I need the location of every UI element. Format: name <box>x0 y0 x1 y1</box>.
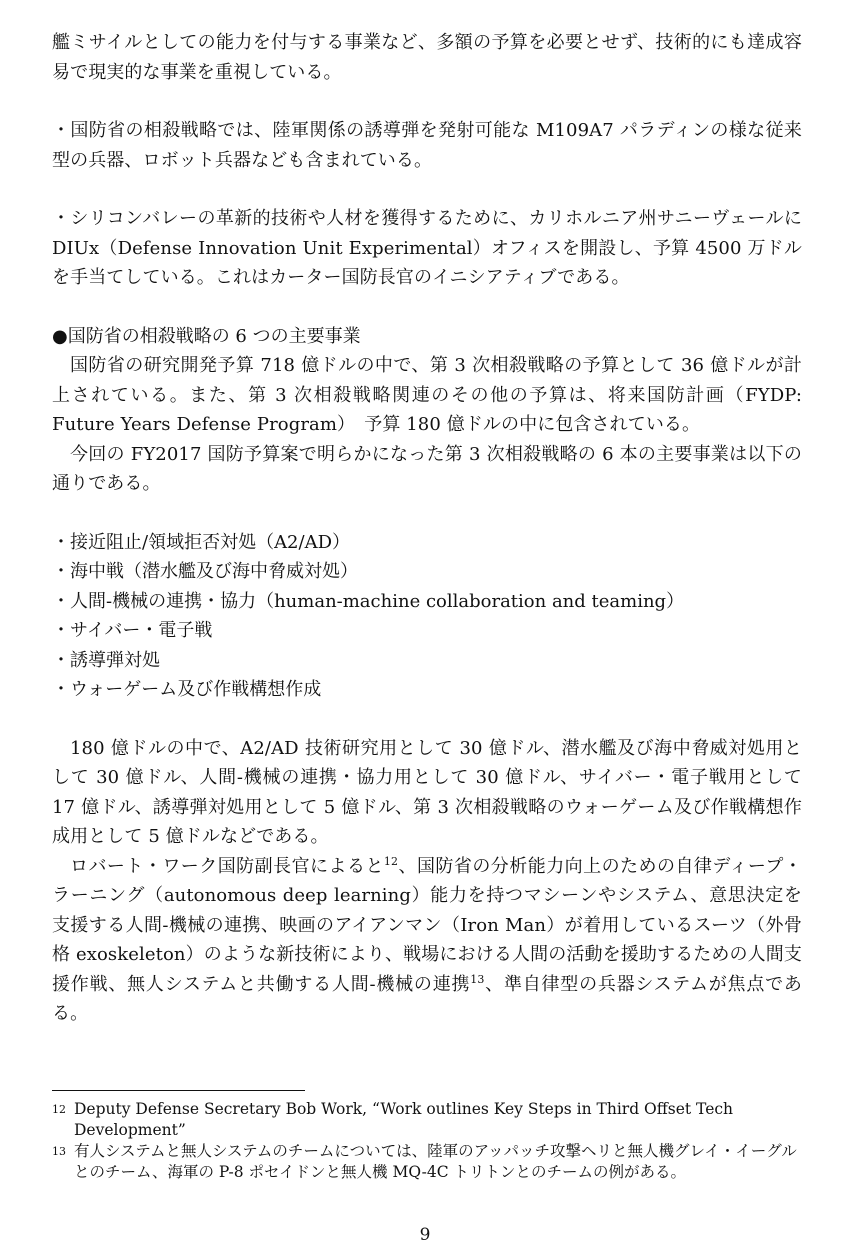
paragraph-1: 艦ミサイルとしての能力を付与する事業など、多額の予算を必要とせず、技術的にも達成容易で現実的な事業を重視している。 <box>52 32 802 83</box>
footnote-divider <box>52 1090 305 1091</box>
document-body <box>52 28 802 1029</box>
paragraph-text: 、国防省の分析能力向上のための自律ディープ・ラーニング（autonomous deep learning）能力を持つマシーンやシステム、意思決定を支援する人間-機械の連携、映画のアイアンマン（Iron Man）が着用しているスーツ（外骨格 exoskeleton）のような新技術により、戦場における人間の活動を援助するための人間支援作戦、無人システムと共働する人間-機械の連携 <box>52 855 802 995</box>
section-paragraph-4 <box>52 852 802 1029</box>
list-item: ・海中戦（潜水艦及び海中脅威対処） <box>52 561 358 582</box>
page-number: 9 <box>419 1225 431 1245</box>
footnote-text: 有人システムと無人システムのチームについては、陸軍のアッパッチ攻撃ヘリと無人機グレイ・イーグルとのチーム、海軍の P-8 ポセイドンと無人機 MQ-4C トリトンとのチームの例がある。 <box>74 1142 797 1181</box>
paragraph-3: ・シリコンバレーの革新的技術や人材を獲得するために、カリホルニア州サニーヴェールに DIUx（Defense Innovation Unit Experimental）オフィスを開設し、予算 4500 万ドルを手当てしている。これはカーター国防長官のイニシアティブである。 <box>52 208 802 288</box>
footnote-ref[interactable]: 13 <box>470 972 485 986</box>
section-paragraph-2: 今回の FY2017 国防予算案で明らかになった第 3 次相殺戦略の 6 本の主要事業は以下の通りである。 <box>52 443 802 494</box>
list-item: ・サイバー・電子戦 <box>52 620 213 641</box>
footnote-13 <box>52 1141 802 1183</box>
list-item: ・接近阻止/領域拒否対処（A2/AD） <box>52 531 351 553</box>
footnote-number: 12 <box>52 1103 66 1116</box>
main-projects-list <box>52 528 802 705</box>
section-paragraph-3: 180 億ドルの中で、A2/AD 技術研究用として 30 億ドル、潜水艦及び海中脅威対処用として 30 億ドル、人間-機械の連携・協力用として 30 億ドル、サイバー・電子戦用として 17 億ドル、誘導弾対処用として 5 億ドル、第 3 次相殺戦略のウォーゲーム及び作戦構想作成用として 5 億ドルなどである。 <box>52 737 802 847</box>
footnotes <box>52 1099 802 1183</box>
paragraph-2: ・国防省の相殺戦略では、陸軍関係の誘導弾を発射可能な M109A7 パラディンの様な従来型の兵器、ロボット兵器なども含まれている。 <box>52 120 802 171</box>
footnote-number: 13 <box>52 1145 66 1158</box>
section-paragraph-1: 国防省の研究開発予算 718 億ドルの中で、第 3 次相殺戦略の予算として 36 億ドルが計上されている。また、第 3 次相殺戦略関連のその他の予算は、将来国防計画（FYDP: Future Years Defense Program） 予算 180 億ドルの中に包含されている。 <box>52 355 802 435</box>
footnote-12 <box>52 1099 802 1141</box>
footnote-text: Deputy Defense Secretary Bob Work, “Work outlines Key Steps in Third Offset Tech Development” <box>74 1100 734 1139</box>
list-item: ・ウォーゲーム及び作戦構想作成 <box>52 679 322 700</box>
list-item: ・誘導弾対処 <box>52 649 160 671</box>
section-heading: ●国防省の相殺戦略の 6 つの主要事業 <box>52 325 361 347</box>
list-item: ・人間-機械の連携・協力（human-machine collaboration and teaming） <box>52 590 685 612</box>
paragraph-text: ロバート・ワーク国防副長官によると <box>70 855 384 877</box>
footnote-ref[interactable]: 12 <box>383 854 399 868</box>
paragraph-text: 、準自律型の兵器システムが焦点である。 <box>52 973 802 1024</box>
